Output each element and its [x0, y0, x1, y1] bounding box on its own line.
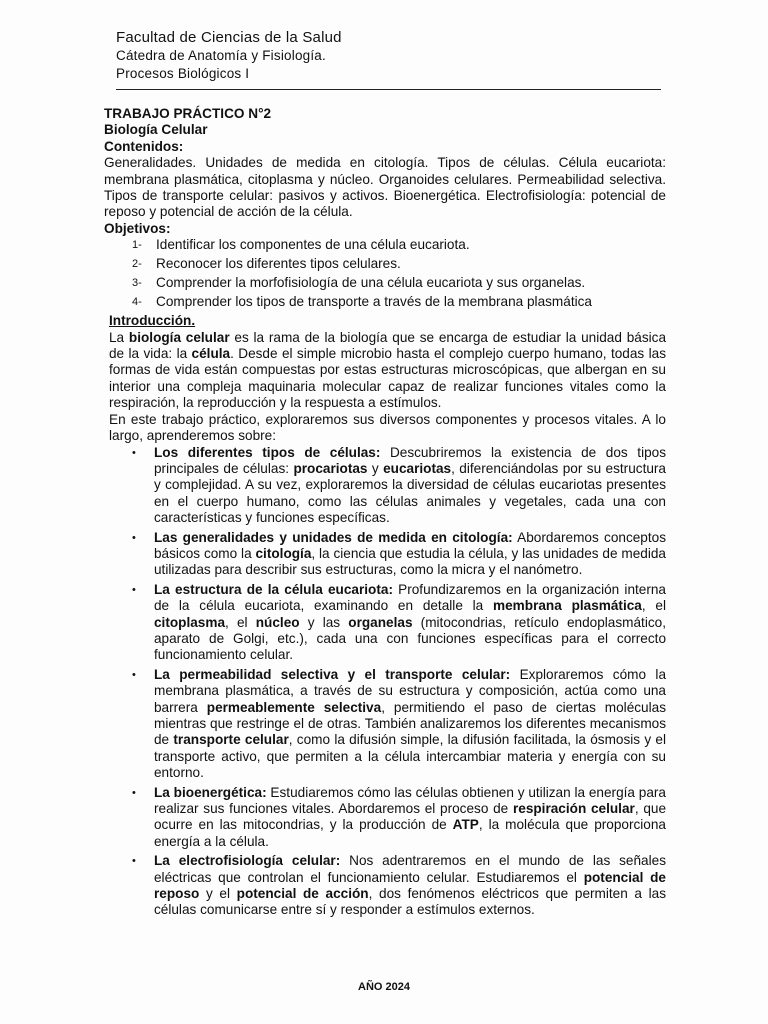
bold-term: citología	[255, 545, 312, 561]
bullet-icon: •	[132, 446, 136, 459]
bullet-icon: •	[132, 855, 136, 868]
list-item	[127, 530, 666, 579]
topic-title: La estructura de la célula eucariota:	[154, 581, 393, 597]
bold-term: potencial de acción	[236, 886, 369, 902]
topics-list	[109, 445, 666, 919]
bold-term: membrana plasmática	[493, 598, 642, 614]
bold-term: procariotas	[293, 460, 368, 476]
text: Abordaremos conceptos básicos como la	[154, 529, 667, 561]
text: , diferenciándolas por su estructura y complejidad. A su vez, exploraremos la diversidad de células eucariotas presentes en el cuerpo humano, como las células animales y vegetales, cada una con características y funciones específicas.	[154, 460, 666, 526]
objective-text: Reconocer los diferentes tipos celulares.	[156, 256, 401, 272]
list-item	[127, 445, 666, 527]
text: y las	[299, 614, 349, 630]
bold-term: respiración celular	[512, 801, 635, 817]
text: , el	[641, 598, 666, 614]
topic-title: Los diferentes tipos de células:	[154, 444, 381, 460]
text: Exploraremos cómo la membrana plasmática, a través de su estructura y composición, actúa como una barrera	[154, 666, 667, 715]
text: es la rama de la biología que se encarga de estudiar la unidad básica de la vida: la	[109, 329, 666, 362]
list-item	[132, 275, 666, 291]
objective-number: 4-	[132, 296, 142, 309]
bold-term: ATP	[452, 817, 479, 833]
list-item	[127, 667, 666, 782]
chair-name: Cátedra de Anatomía y Fisiología.	[116, 48, 326, 63]
bold-term: biología celular	[128, 329, 230, 345]
bold-term: organelas	[348, 614, 413, 630]
objective-number: 2-	[132, 258, 142, 271]
objective-text: Identificar los componentes de una célula eucariota.	[156, 237, 470, 253]
objective-number: 3-	[132, 277, 142, 290]
bullet-icon: •	[132, 786, 136, 799]
course-name: Procesos Biológicos I	[116, 66, 250, 81]
text: , como la difusión simple, la difusión facilitada, la ósmosis y el transporte activo, que permiten a la célula intercambiar materia y energía con su entorno.	[154, 732, 666, 781]
objectives-list	[104, 237, 666, 310]
contents-text: Generalidades. Unidades de medida en citología. Tipos de células. Célula eucariota: membrana plasmática, citoplasma y núcleo. Organoides celulares. Permeabilidad selectiva. Tipos de transporte celular: pasivos y activos. Bioenergética. Electrofisiología: potencial de reposo y potencial de acción de la célula.	[104, 155, 666, 220]
text: , el	[225, 614, 256, 630]
bullet-icon: •	[132, 531, 136, 544]
text: , que ocurre en las mitocondrias, y la producción de	[154, 801, 666, 833]
bold-term: permeablemente selectiva	[206, 699, 382, 715]
list-item	[132, 256, 666, 272]
bold-term: transporte celular	[173, 732, 289, 748]
text: y	[367, 460, 384, 476]
faculty-name: Facultad de Ciencias de la Salud	[116, 29, 342, 46]
page-header	[116, 28, 661, 90]
text: y el	[199, 886, 237, 902]
doc-title: TRABAJO PRÁCTICO N°2	[104, 106, 272, 121]
text: Profundizaremos en la organización interna de la célula eucariota, examinando en detalle la	[154, 581, 666, 614]
introduction-title: Introducción.	[109, 313, 196, 329]
list-item	[132, 294, 666, 310]
bold-term: célula	[191, 346, 231, 362]
text: , la ciencia que estudia la célula, y las unidades de medida utilizadas para describir sus estructuras, como la micra y el nanómetro.	[154, 545, 666, 578]
text: , la molécula que proporciona energía a la célula.	[154, 817, 666, 849]
text: , permitiendo el paso de ciertas moléculas mientras que restringe el de otras. También analizaremos los diferentes mecanismos de	[154, 699, 666, 748]
list-item	[127, 582, 666, 664]
doc-subtitle: Biología Celular	[104, 122, 208, 138]
text: . Desde el simple microbio hasta el complejo cuerpo humano, todas las formas de vida están compuestas por estas estructuras microscópicas, que albergan en su interior una compleja maquinaria molecular capaz de realizar funciones vitales como la respiración, la reproducción y la respuesta a estímulos.	[109, 346, 666, 411]
intro-paragraph-2: En este trabajo práctico, exploraremos sus diversos componentes y procesos vitales. A lo largo, aprenderemos sobre:	[109, 411, 666, 444]
bold-term: citoplasma	[154, 614, 226, 630]
topic-title: La bioenergética:	[154, 784, 267, 800]
list-item	[127, 853, 666, 919]
text: Estudiaremos cómo las células obtienen y utilizan la energía para realizar sus funciones vitales. Abordaremos el proceso de	[154, 784, 666, 817]
header-divider	[116, 89, 661, 90]
document-body	[104, 106, 666, 922]
bold-term: eucariotas	[383, 460, 452, 476]
bold-term: núcleo	[255, 614, 300, 630]
text: La	[109, 329, 129, 345]
text: Descubriremos la existencia de dos tipos principales de células:	[154, 444, 667, 476]
intro-paragraph-1	[109, 330, 666, 412]
objective-text: Comprender la morfofisiología de una célula eucariota y sus organelas.	[156, 275, 586, 291]
bullet-icon: •	[132, 583, 136, 596]
topic-title: La electrofisiología celular:	[154, 853, 341, 869]
text: Nos adentraremos en el mundo de las señales eléctricas que controlan el funcionamiento celular. Estudiaremos el	[154, 853, 666, 885]
objective-number: 1-	[132, 239, 142, 252]
bullet-icon: •	[132, 668, 136, 681]
list-item	[127, 785, 666, 851]
list-item	[132, 237, 666, 253]
text: , dos fenómenos eléctricos que permiten a las células comunicarse entre sí y responder a estímulos externos.	[154, 886, 667, 918]
topic-title: La permeabilidad selectiva y el transporte celular:	[154, 666, 511, 682]
introduction-section	[104, 313, 666, 919]
objective-text: Comprender los tipos de transporte a través de la membrana plasmática	[156, 294, 592, 310]
topic-title: Las generalidades y unidades de medida en citología:	[154, 529, 513, 545]
text: (mitocondrias, retículo endoplasmático, aparato de Golgi, etc.), cada una con funciones específicas para el correcto funcionamiento celular.	[154, 614, 666, 663]
contents-label: Contenidos:	[104, 138, 184, 154]
page-footer-year: AÑO 2024	[358, 981, 410, 993]
objectives-label: Objetivos:	[104, 220, 171, 236]
bold-term: potencial de reposo	[154, 869, 666, 902]
